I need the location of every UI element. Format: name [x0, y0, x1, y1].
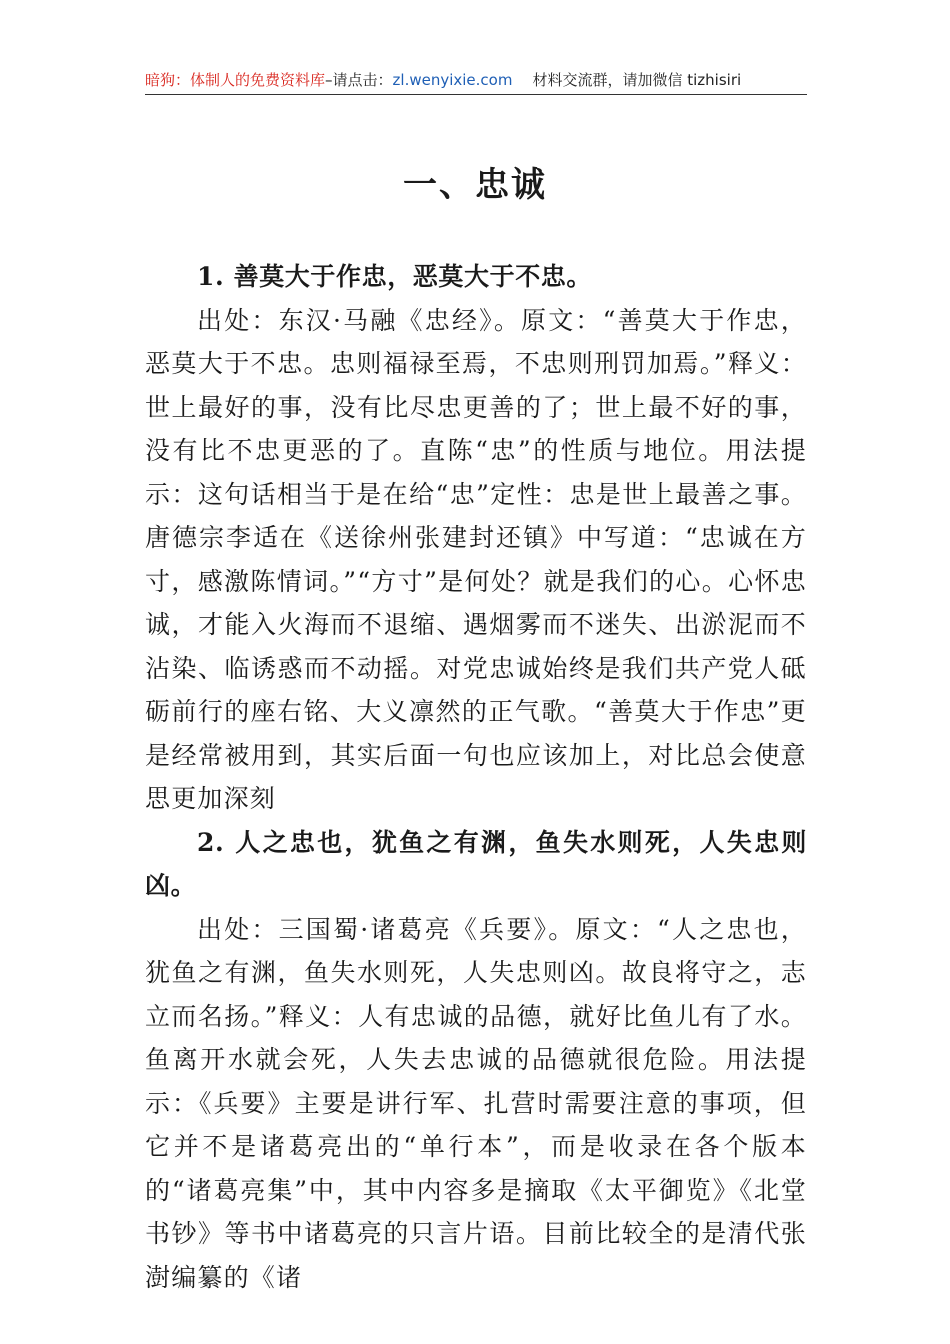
header-brand: 暗狗：体制人的免费资料库	[145, 71, 326, 89]
header-prompt: –请点击：	[325, 71, 393, 89]
page-header	[145, 66, 807, 95]
item-2-body: 出处：三国蜀·诸葛亮《兵要》。原文：“人之忠也，犹鱼之有渊，鱼失水则死，人失忠则凶。故良将守之，志立而名扬。”释义：人有忠诚的品德，就好比鱼儿有了水。鱼离开水就会死，人失去忠诚的品德就很危险。用法提示：《兵要》主要是讲行军、扎营时需要注意的事项，但它并不是诸葛亮出的“单行本”，而是收录在各个版本的“诸葛亮集”中，其中内容多是摘取《太平御览》《北堂书钞》等书中诸葛亮的只言片语。目前比较全的是清代张澍编纂的《诸	[145, 914, 807, 1292]
item-1-heading: 1. 善莫大于作忠，恶莫大于不忠。	[197, 262, 593, 291]
header-url-link[interactable]: zl.wenyixie.com	[392, 71, 513, 89]
document-body	[145, 255, 807, 1299]
page-title: 一、忠诚	[403, 165, 547, 205]
header-contact: 材料交流群，请加微信 tizhisiri	[532, 71, 742, 89]
item-1-body: 出处：东汉·马融《忠经》。原文：“善莫大于作忠，恶莫大于不忠。忠则福禄至焉，不忠则刑罚加焉。”释义：世上最好的事，没有比尽忠更善的了；世上最不好的事，没有比不忠更恶的了。直陈“忠”的性质与地位。用法提示：这句话相当于是在给“忠”定性：忠是世上最善之事。唐德宗李适在《送徐州张建封还镇》中写道：“忠诚在方寸，感激陈情词。”“方寸”是何处？就是我们的心。心怀忠诚，才能入火海而不退缩、遇烟雾而不迷失、出淤泥而不沾染、临诱惑而不动摇。对党忠诚始终是我们共产党人砥砺前行的座右铭、大义凛然的正气歌。“善莫大于作忠”更是经常被用到，其实后面一句也应该加上，对比总会使意思更加深刻	[145, 305, 807, 813]
item-2-heading: 2. 人之忠也，犹鱼之有渊，鱼失水则死，人失忠则凶。	[145, 827, 807, 900]
